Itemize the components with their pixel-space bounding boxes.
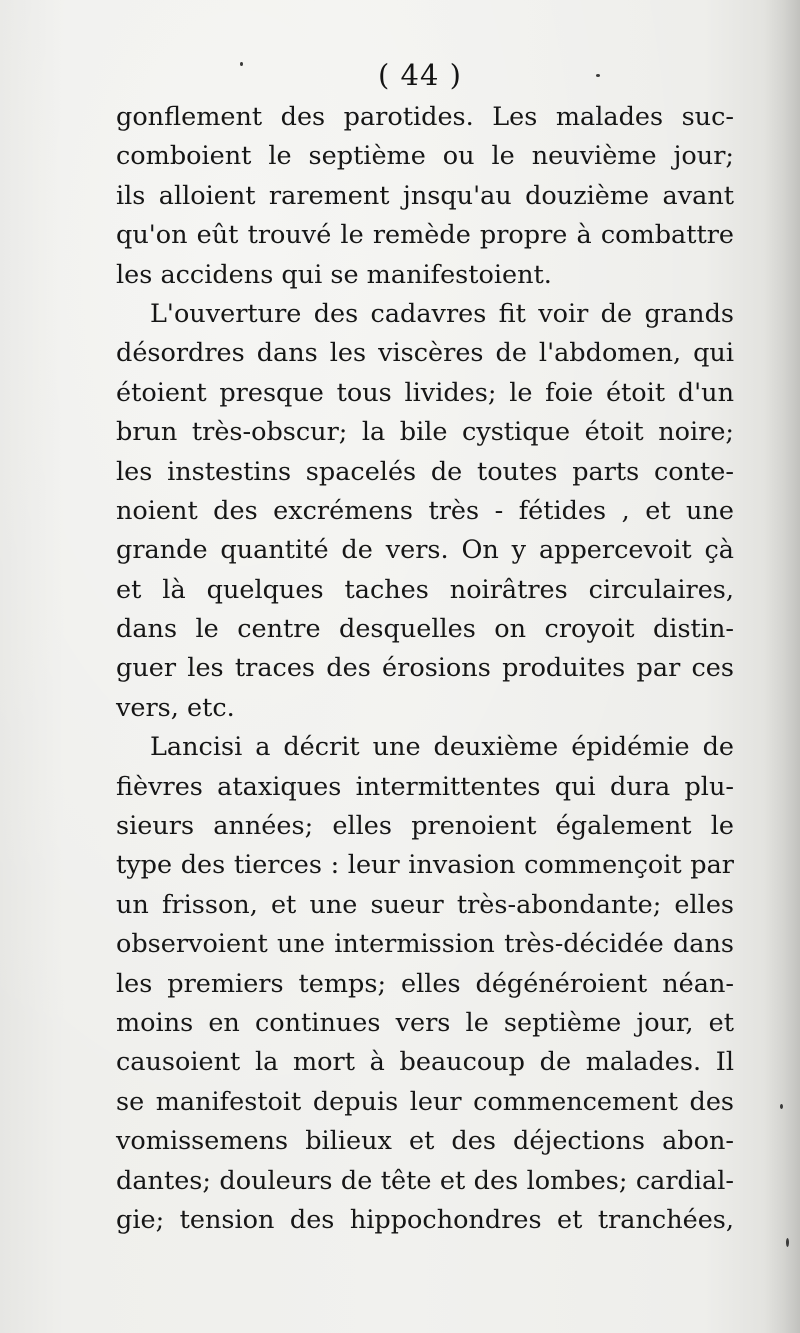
text-line: les premiers temps; elles dégénéroient néan- xyxy=(116,968,734,999)
text-line: désordres dans les viscères de l'abdomen, qui xyxy=(116,338,734,369)
text-line: qu'on eût trouvé le remède propre à combattre xyxy=(116,220,734,251)
text-line: Lancisi a décrit une deuxième épidémie de xyxy=(150,732,734,763)
text-line: se manifestoit depuis leur commencement des xyxy=(116,1086,734,1117)
text-line: grande quantité de vers. On y appercevoit çà xyxy=(116,535,734,566)
text-line: noient des excrémens très - fétides , et une xyxy=(116,495,734,526)
text-line: et là quelques taches noirâtres circulaires, xyxy=(116,574,734,605)
text-line: fièvres ataxiques intermittentes qui dura plu- xyxy=(116,771,734,802)
text-line: un frisson, et une sueur très-abondante; elles xyxy=(116,889,734,920)
text-line: type des tierces : leur invasion commençoit par xyxy=(116,850,734,881)
text-line: guer les traces des érosions produites par ces xyxy=(116,653,734,684)
text-line: étoient presque tous livides; le foie étoit d'un xyxy=(116,377,734,408)
text-line: gie; tension des hippochondres et tranchées, xyxy=(116,1204,734,1235)
text-line: vers, etc. xyxy=(116,692,235,723)
text-line: dantes; douleurs de tête et des lombes; cardial- xyxy=(116,1165,734,1196)
text-line: moins en continues vers le septième jour, et xyxy=(116,1007,734,1038)
text-line: observoient une intermission très-décidée dans xyxy=(116,929,734,960)
ink-speck xyxy=(786,1238,789,1247)
text-line: comboient le septième ou le neuvième jour; xyxy=(116,141,734,172)
ink-speck xyxy=(780,1104,783,1109)
text-line: sieurs années; elles prenoient également le xyxy=(116,811,734,842)
text-line: les accidens qui se manifestoient. xyxy=(116,259,552,290)
text-line: causoient la mort à beaucoup de malades. Il xyxy=(116,1047,734,1078)
page-number: ( 44 ) xyxy=(378,58,462,92)
text-line: dans le centre desquelles on croyoit distin- xyxy=(116,614,734,645)
text-line: les instestins spacelés de toutes parts conte- xyxy=(116,456,734,487)
text-line: gonflement des parotides. Les malades suc- xyxy=(116,102,734,132)
text-line: vomissemens bilieux et des déjections abon- xyxy=(116,1126,734,1157)
text-line: L'ouverture des cadavres fit voir de grands xyxy=(150,298,734,329)
text-line: brun très-obscur; la bile cystique étoit noire; xyxy=(116,417,734,448)
text-line: ils alloient rarement jnsqu'au douzième avant xyxy=(116,180,734,211)
page-gutter-shadow xyxy=(764,0,800,1333)
body-text xyxy=(116,98,734,1240)
